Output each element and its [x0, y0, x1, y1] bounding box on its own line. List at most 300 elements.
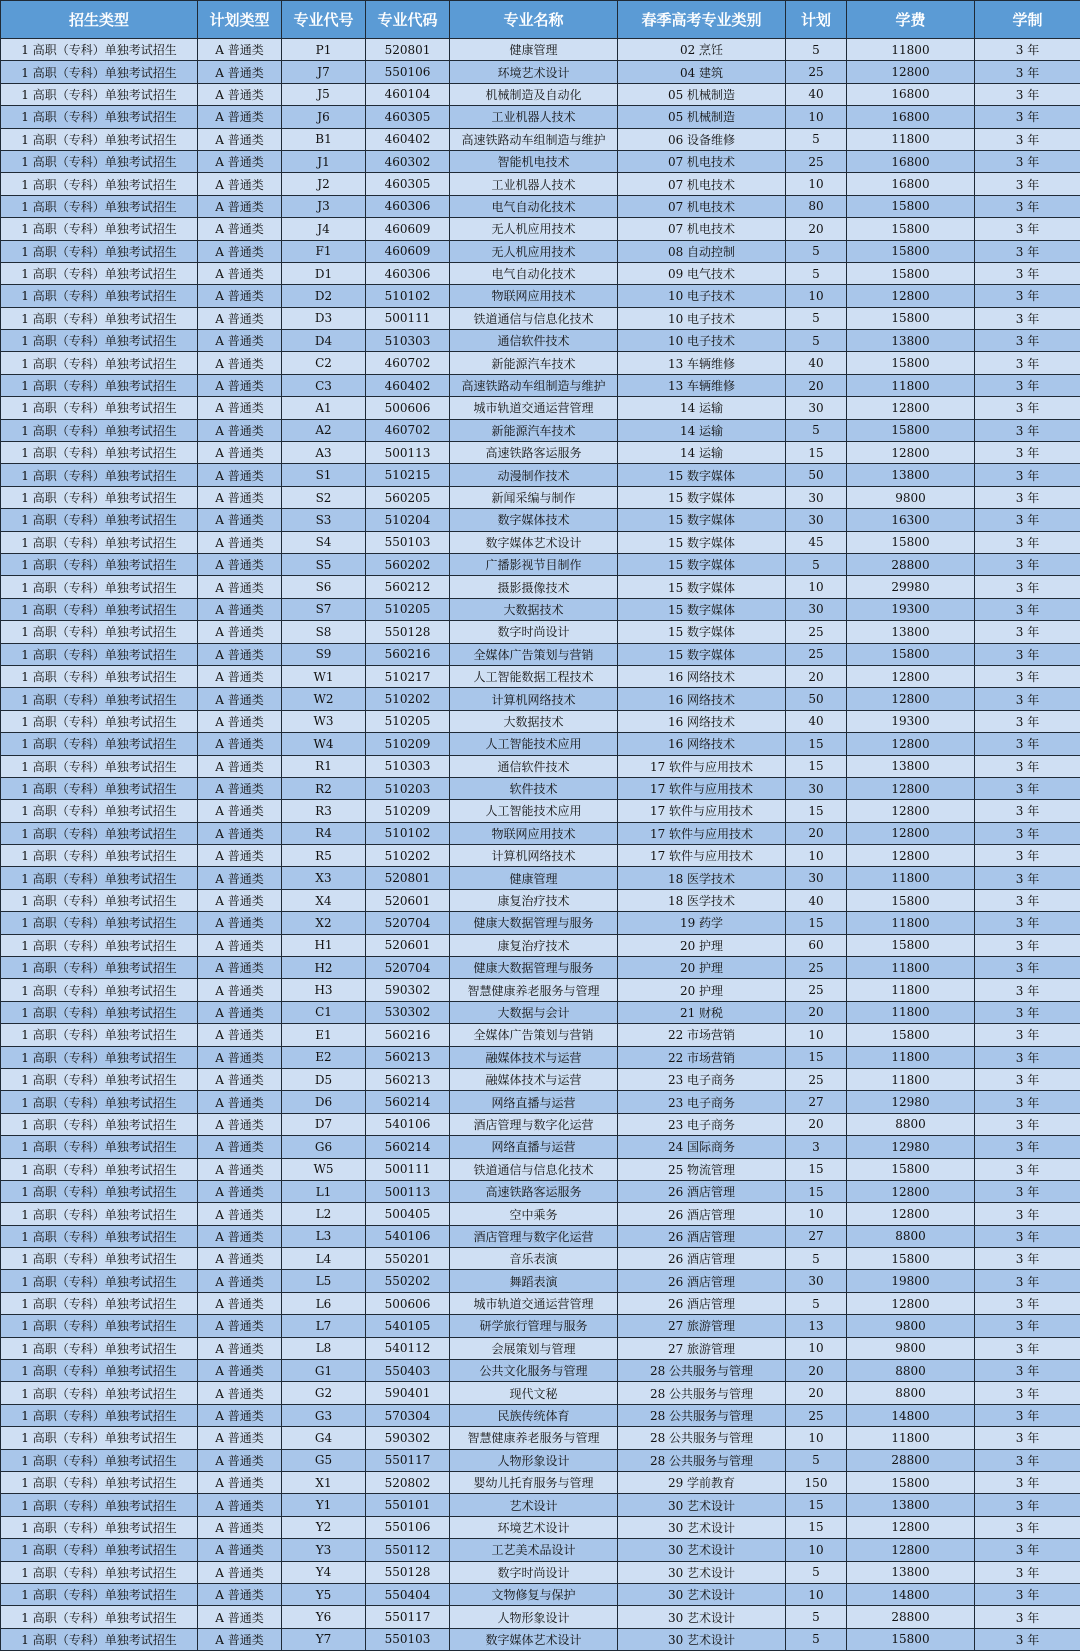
cell-duration: 3 年 [975, 957, 1080, 979]
cell-major-code: 520704 [366, 957, 450, 979]
table-row [1, 800, 1080, 822]
cell-plan-type: A 普通类 [198, 733, 282, 755]
cell-spring-exam-category: 04 建筑 [618, 61, 786, 83]
cell-admission-type: 1 高职（专科）单独考试招生 [1, 106, 198, 128]
cell-admission-type: 1 高职（专科）单独考试招生 [1, 464, 198, 486]
cell-major-code: 550106 [366, 1516, 450, 1538]
table-row [1, 1494, 1080, 1516]
cell-major-name: 高速铁路动车组制造与维护 [450, 128, 618, 150]
table-row [1, 867, 1080, 889]
cell-admission-type: 1 高职（专科）单独考试招生 [1, 150, 198, 172]
table-row [1, 150, 1080, 172]
table-row [1, 957, 1080, 979]
cell-plan-type: A 普通类 [198, 240, 282, 262]
header-tuition: 学费 [847, 1, 975, 39]
cell-admission-type: 1 高职（专科）单独考试招生 [1, 1292, 198, 1314]
cell-major-code: 500111 [366, 307, 450, 329]
cell-spring-exam-category: 05 机械制造 [618, 83, 786, 105]
cell-tuition: 11800 [847, 128, 975, 150]
cell-plan-count: 5 [786, 240, 847, 262]
cell-duration: 3 年 [975, 173, 1080, 195]
cell-major-code: 560205 [366, 486, 450, 508]
cell-major-code: 510303 [366, 330, 450, 352]
cell-plan-type: A 普通类 [198, 285, 282, 307]
cell-spring-exam-category: 07 机电技术 [618, 150, 786, 172]
cell-major-code: 540106 [366, 1113, 450, 1135]
cell-duration: 3 年 [975, 688, 1080, 710]
cell-major-code: 550106 [366, 61, 450, 83]
cell-major-short-code: C1 [282, 1001, 366, 1023]
cell-plan-count: 5 [786, 553, 847, 575]
cell-admission-type: 1 高职（专科）单独考试招生 [1, 845, 198, 867]
table-row [1, 1472, 1080, 1494]
table-row [1, 61, 1080, 83]
cell-major-short-code: S9 [282, 643, 366, 665]
cell-admission-type: 1 高职（专科）单独考试招生 [1, 240, 198, 262]
cell-plan-count: 5 [786, 307, 847, 329]
cell-spring-exam-category: 26 酒店管理 [618, 1180, 786, 1202]
table-row [1, 621, 1080, 643]
cell-plan-type: A 普通类 [198, 777, 282, 799]
cell-duration: 3 年 [975, 464, 1080, 486]
cell-major-code: 510217 [366, 665, 450, 687]
table-row [1, 1046, 1080, 1068]
cell-spring-exam-category: 24 国际商务 [618, 1136, 786, 1158]
cell-tuition: 11800 [847, 867, 975, 889]
header-major-short-code: 专业代号 [282, 1, 366, 39]
table-row [1, 1539, 1080, 1561]
table-row [1, 1024, 1080, 1046]
cell-major-short-code: W2 [282, 688, 366, 710]
cell-duration: 3 年 [975, 352, 1080, 374]
table-row [1, 1158, 1080, 1180]
cell-plan-type: A 普通类 [198, 397, 282, 419]
cell-plan-count: 5 [786, 1606, 847, 1628]
cell-spring-exam-category: 19 药学 [618, 912, 786, 934]
cell-major-code: 570304 [366, 1404, 450, 1426]
cell-admission-type: 1 高职（专科）单独考试招生 [1, 688, 198, 710]
cell-tuition: 12800 [847, 1203, 975, 1225]
table-row [1, 218, 1080, 240]
cell-plan-count: 15 [786, 1046, 847, 1068]
cell-plan-type: A 普通类 [198, 845, 282, 867]
cell-tuition: 8800 [847, 1225, 975, 1247]
table-row [1, 710, 1080, 732]
cell-duration: 3 年 [975, 1292, 1080, 1314]
cell-major-name: 人工智能技术应用 [450, 800, 618, 822]
cell-duration: 3 年 [975, 240, 1080, 262]
cell-plan-count: 10 [786, 106, 847, 128]
cell-duration: 3 年 [975, 1539, 1080, 1561]
cell-admission-type: 1 高职（专科）单独考试招生 [1, 957, 198, 979]
table-row [1, 1427, 1080, 1449]
cell-duration: 3 年 [975, 106, 1080, 128]
cell-major-name: 公共文化服务与管理 [450, 1360, 618, 1382]
cell-duration: 3 年 [975, 531, 1080, 553]
cell-plan-type: A 普通类 [198, 352, 282, 374]
cell-tuition: 8800 [847, 1360, 975, 1382]
cell-spring-exam-category: 13 车辆维修 [618, 374, 786, 396]
cell-admission-type: 1 高职（专科）单独考试招生 [1, 1203, 198, 1225]
cell-tuition: 9800 [847, 1315, 975, 1337]
cell-major-name: 铁道通信与信息化技术 [450, 1158, 618, 1180]
cell-major-name: 舞蹈表演 [450, 1270, 618, 1292]
cell-major-short-code: L1 [282, 1180, 366, 1202]
cell-duration: 3 年 [975, 307, 1080, 329]
cell-plan-count: 25 [786, 621, 847, 643]
cell-plan-type: A 普通类 [198, 39, 282, 61]
cell-plan-type: A 普通类 [198, 1091, 282, 1113]
cell-spring-exam-category: 02 烹饪 [618, 39, 786, 61]
cell-spring-exam-category: 15 数字媒体 [618, 486, 786, 508]
cell-major-name: 研学旅行管理与服务 [450, 1315, 618, 1337]
cell-plan-count: 10 [786, 285, 847, 307]
cell-tuition: 12800 [847, 1516, 975, 1538]
table-row [1, 106, 1080, 128]
cell-tuition: 28800 [847, 553, 975, 575]
cell-major-name: 环境艺术设计 [450, 61, 618, 83]
cell-plan-type: A 普通类 [198, 1427, 282, 1449]
cell-tuition: 12800 [847, 845, 975, 867]
table-row [1, 1516, 1080, 1538]
cell-spring-exam-category: 27 旅游管理 [618, 1315, 786, 1337]
cell-major-code: 560212 [366, 576, 450, 598]
header-major-name: 专业名称 [450, 1, 618, 39]
cell-plan-count: 5 [786, 262, 847, 284]
cell-tuition: 15800 [847, 531, 975, 553]
cell-major-short-code: D4 [282, 330, 366, 352]
cell-duration: 3 年 [975, 979, 1080, 1001]
cell-major-name: 新闻采编与制作 [450, 486, 618, 508]
cell-spring-exam-category: 30 艺术设计 [618, 1561, 786, 1583]
header-duration: 学制 [975, 1, 1080, 39]
cell-tuition: 15800 [847, 1472, 975, 1494]
cell-major-code: 510209 [366, 733, 450, 755]
cell-admission-type: 1 高职（专科）单独考试招生 [1, 889, 198, 911]
cell-plan-type: A 普通类 [198, 173, 282, 195]
cell-tuition: 11800 [847, 1427, 975, 1449]
cell-major-short-code: D6 [282, 1091, 366, 1113]
cell-plan-type: A 普通类 [198, 106, 282, 128]
table-row [1, 845, 1080, 867]
cell-plan-type: A 普通类 [198, 643, 282, 665]
cell-major-name: 工艺美术品设计 [450, 1539, 618, 1561]
cell-tuition: 16800 [847, 173, 975, 195]
cell-plan-type: A 普通类 [198, 218, 282, 240]
cell-plan-type: A 普通类 [198, 979, 282, 1001]
cell-major-code: 510204 [366, 509, 450, 531]
cell-duration: 3 年 [975, 195, 1080, 217]
table-row [1, 1113, 1080, 1135]
cell-plan-count: 10 [786, 173, 847, 195]
cell-spring-exam-category: 30 艺术设计 [618, 1583, 786, 1605]
cell-plan-count: 30 [786, 486, 847, 508]
cell-admission-type: 1 高职（专科）单独考试招生 [1, 1449, 198, 1471]
cell-plan-type: A 普通类 [198, 621, 282, 643]
cell-spring-exam-category: 26 酒店管理 [618, 1270, 786, 1292]
cell-tuition: 14800 [847, 1583, 975, 1605]
cell-major-name: 城市轨道交通运营管理 [450, 397, 618, 419]
cell-admission-type: 1 高职（专科）单独考试招生 [1, 1001, 198, 1023]
cell-tuition: 16800 [847, 106, 975, 128]
cell-plan-type: A 普通类 [198, 1158, 282, 1180]
cell-plan-type: A 普通类 [198, 553, 282, 575]
cell-plan-type: A 普通类 [198, 464, 282, 486]
cell-plan-type: A 普通类 [198, 442, 282, 464]
cell-major-code: 550117 [366, 1449, 450, 1471]
cell-admission-type: 1 高职（专科）单独考试招生 [1, 867, 198, 889]
cell-plan-count: 60 [786, 934, 847, 956]
table-row [1, 285, 1080, 307]
cell-major-short-code: C3 [282, 374, 366, 396]
cell-plan-count: 5 [786, 330, 847, 352]
cell-duration: 3 年 [975, 285, 1080, 307]
cell-admission-type: 1 高职（专科）单独考试招生 [1, 1404, 198, 1426]
cell-admission-type: 1 高职（专科）单独考试招生 [1, 1337, 198, 1359]
table-row [1, 733, 1080, 755]
cell-plan-count: 5 [786, 1628, 847, 1650]
cell-admission-type: 1 高职（专科）单独考试招生 [1, 576, 198, 598]
cell-duration: 3 年 [975, 1024, 1080, 1046]
table-row [1, 777, 1080, 799]
cell-tuition: 15800 [847, 934, 975, 956]
cell-spring-exam-category: 23 电子商务 [618, 1113, 786, 1135]
cell-major-short-code: L3 [282, 1225, 366, 1247]
cell-major-short-code: G6 [282, 1136, 366, 1158]
cell-tuition: 11800 [847, 979, 975, 1001]
cell-tuition: 12800 [847, 800, 975, 822]
cell-admission-type: 1 高职（专科）单独考试招生 [1, 598, 198, 620]
cell-duration: 3 年 [975, 1427, 1080, 1449]
cell-spring-exam-category: 30 艺术设计 [618, 1516, 786, 1538]
cell-major-code: 550128 [366, 621, 450, 643]
cell-plan-count: 15 [786, 1158, 847, 1180]
cell-major-short-code: J7 [282, 61, 366, 83]
cell-tuition: 13800 [847, 755, 975, 777]
cell-plan-type: A 普通类 [198, 1494, 282, 1516]
cell-plan-type: A 普通类 [198, 957, 282, 979]
cell-admission-type: 1 高职（专科）单独考试招生 [1, 1472, 198, 1494]
cell-plan-type: A 普通类 [198, 1180, 282, 1202]
cell-major-short-code: L8 [282, 1337, 366, 1359]
cell-duration: 3 年 [975, 419, 1080, 441]
cell-plan-count: 40 [786, 889, 847, 911]
cell-tuition: 15800 [847, 262, 975, 284]
table-row [1, 1180, 1080, 1202]
table-row [1, 889, 1080, 911]
cell-spring-exam-category: 18 医学技术 [618, 867, 786, 889]
cell-plan-count: 15 [786, 755, 847, 777]
cell-major-name: 数字时尚设计 [450, 1561, 618, 1583]
cell-plan-type: A 普通类 [198, 1539, 282, 1561]
cell-major-name: 健康管理 [450, 39, 618, 61]
cell-spring-exam-category: 23 电子商务 [618, 1068, 786, 1090]
cell-tuition: 8800 [847, 1113, 975, 1135]
table-row [1, 1270, 1080, 1292]
cell-admission-type: 1 高职（专科）单独考试招生 [1, 1315, 198, 1337]
cell-plan-type: A 普通类 [198, 374, 282, 396]
cell-major-name: 全媒体广告策划与营销 [450, 1024, 618, 1046]
cell-tuition: 12980 [847, 1136, 975, 1158]
cell-duration: 3 年 [975, 1068, 1080, 1090]
cell-plan-type: A 普通类 [198, 1113, 282, 1135]
table-row [1, 442, 1080, 464]
cell-major-name: 人物形象设计 [450, 1606, 618, 1628]
cell-admission-type: 1 高职（专科）单独考试招生 [1, 643, 198, 665]
cell-major-code: 560213 [366, 1046, 450, 1068]
cell-plan-type: A 普通类 [198, 1472, 282, 1494]
cell-duration: 3 年 [975, 553, 1080, 575]
cell-tuition: 12800 [847, 61, 975, 83]
cell-admission-type: 1 高职（专科）单独考试招生 [1, 262, 198, 284]
cell-tuition: 28800 [847, 1606, 975, 1628]
cell-major-name: 人工智能数据工程技术 [450, 665, 618, 687]
cell-spring-exam-category: 26 酒店管理 [618, 1225, 786, 1247]
cell-duration: 3 年 [975, 800, 1080, 822]
cell-major-name: 现代文秘 [450, 1382, 618, 1404]
cell-plan-type: A 普通类 [198, 262, 282, 284]
cell-tuition: 11800 [847, 1001, 975, 1023]
cell-plan-count: 10 [786, 1337, 847, 1359]
cell-plan-count: 150 [786, 1472, 847, 1494]
cell-spring-exam-category: 15 数字媒体 [618, 509, 786, 531]
cell-tuition: 12800 [847, 1180, 975, 1202]
cell-duration: 3 年 [975, 1203, 1080, 1225]
cell-major-code: 520601 [366, 889, 450, 911]
cell-major-short-code: X2 [282, 912, 366, 934]
cell-spring-exam-category: 29 学前教育 [618, 1472, 786, 1494]
cell-plan-count: 5 [786, 419, 847, 441]
cell-major-code: 460305 [366, 173, 450, 195]
cell-duration: 3 年 [975, 643, 1080, 665]
cell-duration: 3 年 [975, 845, 1080, 867]
cell-spring-exam-category: 20 护理 [618, 979, 786, 1001]
table-row [1, 1337, 1080, 1359]
cell-major-name: 计算机网络技术 [450, 845, 618, 867]
cell-plan-count: 45 [786, 531, 847, 553]
table-row [1, 1315, 1080, 1337]
cell-major-short-code: E1 [282, 1024, 366, 1046]
cell-major-short-code: R2 [282, 777, 366, 799]
cell-spring-exam-category: 28 公共服务与管理 [618, 1449, 786, 1471]
cell-major-name: 大数据与会计 [450, 1001, 618, 1023]
cell-tuition: 12800 [847, 285, 975, 307]
cell-duration: 3 年 [975, 1270, 1080, 1292]
cell-major-name: 电气自动化技术 [450, 195, 618, 217]
cell-admission-type: 1 高职（专科）单独考试招生 [1, 1583, 198, 1605]
cell-major-code: 540112 [366, 1337, 450, 1359]
cell-major-short-code: L5 [282, 1270, 366, 1292]
cell-plan-count: 10 [786, 576, 847, 598]
cell-major-short-code: Y6 [282, 1606, 366, 1628]
table-row [1, 1382, 1080, 1404]
cell-major-name: 铁道通信与信息化技术 [450, 307, 618, 329]
cell-tuition: 8800 [847, 1382, 975, 1404]
cell-major-name: 环境艺术设计 [450, 1516, 618, 1538]
cell-major-name: 数字媒体艺术设计 [450, 531, 618, 553]
cell-plan-type: A 普通类 [198, 1561, 282, 1583]
cell-duration: 3 年 [975, 1091, 1080, 1113]
cell-major-name: 高速铁路动车组制造与维护 [450, 374, 618, 396]
cell-duration: 3 年 [975, 710, 1080, 732]
cell-plan-type: A 普通类 [198, 1516, 282, 1538]
cell-major-code: 510202 [366, 845, 450, 867]
cell-admission-type: 1 高职（专科）单独考试招生 [1, 912, 198, 934]
cell-duration: 3 年 [975, 665, 1080, 687]
cell-major-short-code: L4 [282, 1248, 366, 1270]
cell-spring-exam-category: 22 市场营销 [618, 1046, 786, 1068]
table-row [1, 330, 1080, 352]
cell-duration: 3 年 [975, 486, 1080, 508]
cell-plan-count: 20 [786, 665, 847, 687]
table-row [1, 1136, 1080, 1158]
cell-plan-count: 30 [786, 867, 847, 889]
cell-tuition: 14800 [847, 1404, 975, 1426]
cell-spring-exam-category: 10 电子技术 [618, 307, 786, 329]
table-row [1, 419, 1080, 441]
cell-major-name: 新能源汽车技术 [450, 419, 618, 441]
cell-major-code: 540105 [366, 1315, 450, 1337]
cell-admission-type: 1 高职（专科）单独考试招生 [1, 1606, 198, 1628]
table-row [1, 1561, 1080, 1583]
cell-plan-type: A 普通类 [198, 912, 282, 934]
cell-plan-type: A 普通类 [198, 665, 282, 687]
cell-major-short-code: C2 [282, 352, 366, 374]
cell-duration: 3 年 [975, 1472, 1080, 1494]
cell-tuition: 15800 [847, 1024, 975, 1046]
cell-admission-type: 1 高职（专科）单独考试招生 [1, 1091, 198, 1113]
cell-plan-count: 25 [786, 979, 847, 1001]
cell-admission-type: 1 高职（专科）单独考试招生 [1, 486, 198, 508]
cell-major-code: 460104 [366, 83, 450, 105]
cell-admission-type: 1 高职（专科）单独考试招生 [1, 1068, 198, 1090]
cell-major-code: 500111 [366, 1158, 450, 1180]
cell-major-name: 健康大数据管理与服务 [450, 912, 618, 934]
cell-spring-exam-category: 20 护理 [618, 957, 786, 979]
cell-duration: 3 年 [975, 733, 1080, 755]
cell-spring-exam-category: 15 数字媒体 [618, 531, 786, 553]
cell-plan-count: 25 [786, 1068, 847, 1090]
cell-plan-count: 25 [786, 643, 847, 665]
cell-major-short-code: R5 [282, 845, 366, 867]
cell-major-name: 大数据技术 [450, 710, 618, 732]
table-row [1, 240, 1080, 262]
cell-duration: 3 年 [975, 1494, 1080, 1516]
cell-major-name: 物联网应用技术 [450, 822, 618, 844]
cell-major-name: 机械制造及自动化 [450, 83, 618, 105]
cell-major-code: 560214 [366, 1136, 450, 1158]
cell-major-code: 510205 [366, 598, 450, 620]
table-row [1, 576, 1080, 598]
cell-duration: 3 年 [975, 1583, 1080, 1605]
cell-duration: 3 年 [975, 83, 1080, 105]
cell-major-name: 计算机网络技术 [450, 688, 618, 710]
cell-plan-type: A 普通类 [198, 598, 282, 620]
cell-admission-type: 1 高职（专科）单独考试招生 [1, 1360, 198, 1382]
cell-major-name: 健康大数据管理与服务 [450, 957, 618, 979]
cell-plan-count: 50 [786, 688, 847, 710]
cell-plan-type: A 普通类 [198, 1360, 282, 1382]
cell-duration: 3 年 [975, 509, 1080, 531]
table-row [1, 1449, 1080, 1471]
cell-spring-exam-category: 07 机电技术 [618, 195, 786, 217]
cell-plan-type: A 普通类 [198, 1136, 282, 1158]
cell-duration: 3 年 [975, 442, 1080, 464]
cell-spring-exam-category: 30 艺术设计 [618, 1606, 786, 1628]
cell-tuition: 12800 [847, 688, 975, 710]
cell-admission-type: 1 高职（专科）单独考试招生 [1, 1113, 198, 1135]
cell-admission-type: 1 高职（专科）单独考试招生 [1, 39, 198, 61]
